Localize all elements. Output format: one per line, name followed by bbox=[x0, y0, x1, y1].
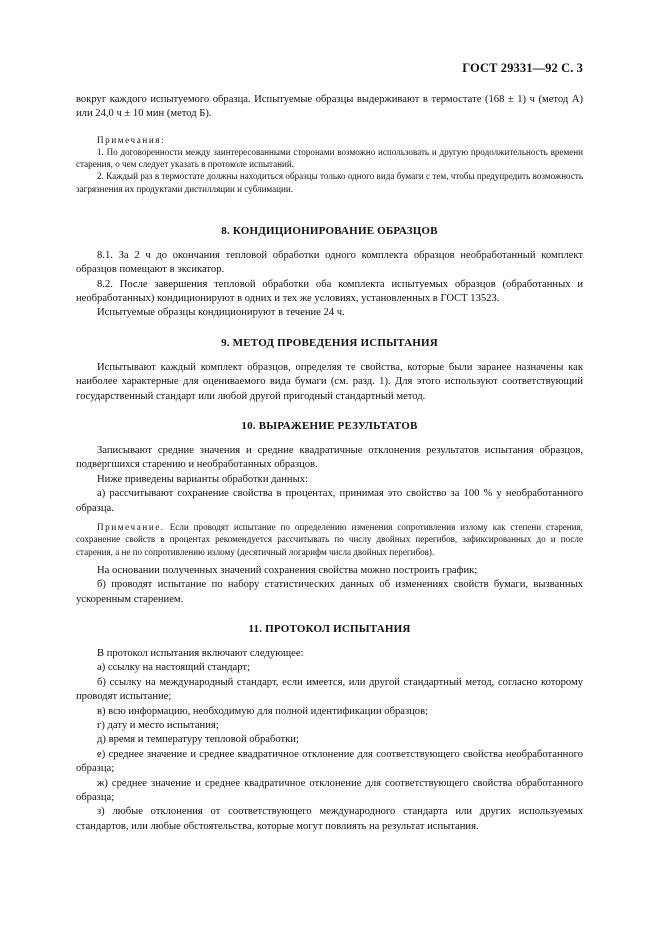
section-11-body bbox=[76, 647, 583, 834]
list-item: а) ссылку на настоящий стандарт; bbox=[97, 662, 250, 674]
intro-paragraph: вокруг каждого испытуемого образца. Испытуемые образцы выдерживают в термостате (168 ± 1) ч (метод А) или 24,0 ч ± 10 мин (метод Б). bbox=[76, 94, 583, 120]
list-item: е) среднее значение и среднее квадратичное отклонение для соответствующего свойства необработанного образца; bbox=[76, 748, 583, 775]
document-body bbox=[76, 93, 583, 834]
list-item: д) время и температуру тепловой обработки; bbox=[97, 734, 299, 746]
notes-block-1 bbox=[76, 134, 583, 195]
section-10-title: 10. ВЫРАЖЕНИЕ РЕЗУЛЬТАТОВ bbox=[241, 420, 418, 433]
s11-intro: В протокол испытания включают следующее: bbox=[97, 647, 304, 659]
s10-p1: Записывают средние значения и средние квадратичные отклонения результатов испытания образцов, подвергшихся старению и необработанных образцов. bbox=[76, 445, 583, 471]
s8-p1: 8.1. За 2 ч до окончания тепловой обработки одного комплекта образцов необработанный комплект образцов помещают в эксикатор. bbox=[76, 249, 583, 276]
section-11-title: 11. ПРОТОКОЛ ИСПЫТАНИЯ bbox=[248, 622, 411, 635]
notes-label: Примечания: bbox=[97, 134, 166, 145]
s8-p3: Испытуемые образцы кондиционируют в течение 24 ч. bbox=[97, 307, 345, 319]
s10-p4: На основании полученных значений сохранения свойства можно построить график; bbox=[97, 564, 478, 576]
s8-p2: 8.2. После завершения тепловой обработки оба комплекта испытуемых образцов (обработанных и необработанных) кондиционируют в одних и тех же условиях, установленных в ГОСТ 13523. bbox=[76, 278, 583, 305]
note-1: 1. По договоренности между заинтересованными сторонами возможно использовать и другую продолжительность времени старения, о чем следует указать в протоколе испытаний. bbox=[76, 147, 583, 170]
list-item: ж) среднее значение и среднее квадратичное отклонение для соответствующего свойства обработанного образца; bbox=[76, 777, 583, 803]
section-9-title: 9. МЕТОД ПРОВЕДЕНИЯ ИСПЫТАНИЯ bbox=[221, 336, 438, 349]
list-item: б) ссылку на международный стандарт, если имеется, или другой стандартный метод, согласно которому проводят испытание; bbox=[76, 676, 583, 703]
list-item: г) дату и место испытания; bbox=[97, 719, 219, 731]
s10-p2: Ниже приведены варианты обработки данных: bbox=[97, 473, 308, 485]
s10-note-text: Если проводят испытание по определению изменения сопротивления излому как степени старения, сохранение свойств в процентах рекомендуется рассчитывать по числу двойных перегибов, зафиксированных до и после старения, а не по сопротивлению излому (десятичный логарифм числа двойных перегибов). bbox=[76, 522, 583, 557]
note-2: 2. Каждый раз в термостате должны находиться образцы только одного вида бумаги с тем, чтобы предупредить возможность загрязнения их продуктами дистилляции и сублимации. bbox=[76, 171, 583, 194]
section-8-title: 8. КОНДИЦИОНИРОВАНИЕ ОБРАЗЦОВ bbox=[221, 224, 438, 237]
s9-p1: Испытывают каждый комплект образцов, определяя те свойства, которые были заранее назначены как наиболее характерные для оцениваемого вида бумаги (см. разд. 1). Для этого используют соответствующий государственный стандарт или любой другой пригодный стандартный метод. bbox=[76, 361, 583, 402]
s10-p5: б) проводят испытание по набору статистических данных об изменениях свойств бумаги, вызванных ускоренным старением. bbox=[76, 579, 583, 605]
section-10-body bbox=[76, 444, 583, 607]
list-item: в) всю информацию, необходимую для полной идентификации образцов; bbox=[97, 705, 429, 717]
s10-note-label: Примечание. bbox=[97, 522, 165, 533]
section-9-body bbox=[76, 361, 583, 404]
section-8-body bbox=[76, 249, 583, 321]
s10-note bbox=[76, 521, 583, 558]
s10-p3: а) рассчитывают сохранение свойства в процентах, принимая это свойство за 100 % у необработанного образца. bbox=[76, 488, 583, 514]
page-header-ref: ГОСТ 29331—92 С. 3 bbox=[462, 61, 583, 75]
list-item: з) любые отклонения от соответствующего международного стандарта или других используемых стандартов, или любые обстоятельства, которые могут повлиять на результат испытания. bbox=[76, 806, 583, 832]
